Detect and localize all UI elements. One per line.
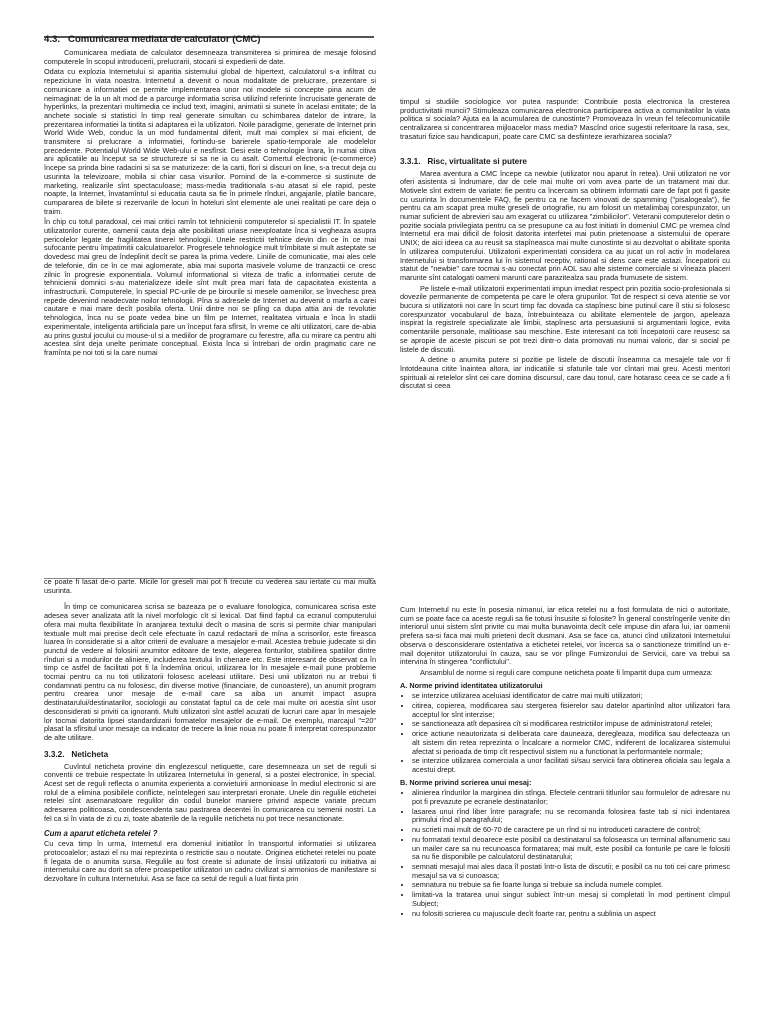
list-item: • nu formatati textul deoarece este posibil ca destinatarul sa foloseasca un terminal alfanumeric sau un mailer care sa nu recunoasca formatarea; mai mult, este posibil ca fonturile pe care le folositi sa nu fie disponibile pe calculatorul destinatarului; <box>412 836 730 862</box>
paragraph: În chip cu totul paradoxal, cei mai critici ramîn tot tehnicienii computerelor si specialistii IT. În spatele utilizatorilor curente, oamenii cauta deja alte posibilitati uriase neexploatate înca si vegheaza asupra pericolelor legate de fragilitatea tinerei tehnologii. Unele restrictii tehnice devin din ce în ce mai sufocante pentru împatimitii calculatoarelor. Progresele tehnologice mult trîmbitate si mult asteptate se dovedesc mai greu de îndeplinit decît se parea la prima vedere. Liniile de comunicatie, mai ales cele de telefonie, din ce în ce mai aglomerate, abia mai suporta masivele volume de tranzactii ce cresc zilnic în progresie exponentiala. Volumul informational si viteza de trafic a informatiei cerute de tehnicienii domnici s-au materializeze ideile sînt mult prea mari fata de capacitatea existenta a infrastructurii. Computerele, în special PC-urile de pe birourile si mesele oamenilor, se învechesc prea repede devenind neadecvate noilor tehnologii. Pîna si adresele de Internet au devenit o marfa a carei cautare e mai mare decît posibila oferta. Unii dintre noi se plîng ca dupa attia ani de revolutie tehnologica, înca nu se poate vedea bine un film pe Internet, realitatea virtuala e înca în stadii experimentale, inteligenta artificiala pare un început fara sfîrsit, în vreme ce alti utilizatori, care de-abia au prins gustul jocului cu mouse-ul si a mediilor de programare cu ferestre, afla cu mirare ca pentru alti acestea sînt deja unelte perimate conceptual. Exista înca si întrebari de ordin pragmatic care ne framînta pe noi toti si la care numai <box>44 217 376 357</box>
list-item: • se interzice utilizarea comerciala a unor facilitati si/sau servicii fara obtinerea oficiala sau legala a acestui drept. <box>412 757 730 774</box>
paragraph: timpul si studiile sociologice vor putea raspunde: Contribuie posta electronica la cresterea productivitatii muncii? Stimuleaza comunicarea electronica participarea activa a comunitatilor la viata politica si sociala? Ajuta ea la acumularea de cunostinte? Promoveaza în vreun fel telecomunicatiile centralizarea si concentrarea mijloacelor mass media? Mascînd orice sugestii referitoare la rasa, sex, trasaturi fizice sau handicapuri, poate care CMC sa desfiinteze ierarhizarea sociala? <box>400 98 730 141</box>
paragraph: ce poate fi lasat de-o parte. Micile lor greseli mai pot fi trecute cu vederea sau iertate cu mai multa usurinta. <box>44 578 376 595</box>
subsection-number: 3.3.2. <box>44 749 65 759</box>
paragraph: Pe listele e-mail utilizatorii experimentati impun imediat respect prin pozitia socio-profesionala si dovezile permanente de competenta pe care le ofera grupurilor. Tot de respect si ceva atentie se vor bucura si utilizatorii noi care în scurt timp fac dovada ca stapînesc bine putinul care îl stiu si folosesc corespunzator vocabularul de baza, întrebuinteaza cu abilitate elementele de jargon, apeleaza inspirat la registrele specializate ale limbii, stapînesc arta persuasiunii si argumentarii logice, evita comentariile personale, malitioase sau meschine. Este interesant ca toti începatorii care reusesc sa se apropie de aceste piscuri se pot trezi dintr-o data promovati nu numai valoric, dar si social pe listele de discutii. <box>400 283 730 354</box>
subsection-title: Risc, virtualitate si putere <box>427 156 527 166</box>
list-item: • nu folositi scrierea cu majuscule decît foarte rar, pentru a sublinia un aspect <box>412 910 730 919</box>
list-item: • limitati-va la tratarea unui singur subiect într-un mesaj si completati în mod pertinent cîmpul Subject; <box>412 891 730 908</box>
paragraph: Marea aventura a CMC începe ca newbie (utilizator nou aparut în retea). Unii utilizatori ne vor oferi asistenta si îndrumare, dar de cele mai multe ori vom avea parte de un tratament mai dur. Motivele sînt extrem de variate: fie pentru ca încercam sa obtinem informatii care de fapt pot fi gasite cu usurinta în documentele FAQ, fie pentru ca ne facem vinovati de spamming ("pisalogeala"), fie pentru ca am scapat prea multe greseli de ortografie, nu am folosit un metalimbaj corespunzator, un numar suficient de abrevieri sau am exagerat cu utilizarea "zimbilicilor". Veteranii computerelor detin o pozitie sociala privilegiata pentru ca se presupune ca au fost initiati în domeniul CMC pe vremea cînd Internetul era mai dificil de folosit datorita interfetei mai putin prietenoase a sistemului de operare UNIX; de aici ideea ca au reusit sa stapîneasca mai multe cunostinte si au dezvoltat o abilitate sporita în utilizarea computerului. Utilizatorii experimentati considera ca au jucat un rol activ în modelarea Internetului si transformarea lui în sistemul receptiv, rational si dens care este astazi. Începatorii cu statut de "newbie" care tocmai s-au conectat prin AOL sau alte sisteme comerciale si vîneaza placeri marunte sînt catalogati oameni marunti care parazitealza sau prada frumusete de sistem. <box>400 168 730 282</box>
list-item: • citirea, copierea, modificarea sau stergerea fisierelor sau datelor apartinînd altor utilizatori fara acceptul lor sînt interzise; <box>412 702 730 719</box>
paragraph: Cuvîntul neticheta provine din englezescul netiquette, care desemneaza un set de reguli si conventii ce trebuie respectate în utilizarea Internetului în general, si a postei electronice, în special. Acest set de reguli reflecta o anumita experienta a convietuirii armonioase în mediul electronic si are rolul de a elimina posibilele conflicte, neîntelegeri sau interpretari eronate. Unele din regulile etichetei retelei sînt asemanatoare regulilor din codul bunelor maniere privind aspecte variate precum adresarea politicoasa, condescendenta sau pastrarea decentei în comunicarea cu semenii nostri. La fel ca si în viata de zi cu zi, toate abaterile de la regulile neticheta nu pot trece nesanctionate. <box>44 761 376 823</box>
list-item: • se sanctioneaza atît depasirea cît si modificarea restrictiilor impuse de administratorul retelei; <box>412 720 730 729</box>
list-item: • se interzice utilizarea aceluiasi identificator de catre mai multi utilizatori; <box>412 692 730 701</box>
paragraph: A detine o anumita putere si pozitie pe listele de discutii înseamna ca mesajele tale vor fi întotdeauna citite înaintea altora, iar indicatiile si sfaturile tale vor cîntari mai greu. Acesti mentori spirituali ai retelelor sînt cei care domina discursul, care dau tonul, care hotarasc ceea ce se cade a fi discutat si ceea <box>400 355 730 391</box>
subsection-heading-331 <box>400 156 730 167</box>
list-item: • semnati mesajul mai ales daca îl postati într-o lista de discutii; e posibil ca nu toti cei care primesc mesajul sa va si cunoasca; <box>412 863 730 880</box>
paragraph: Comunicarea mediata de calculator desemneaza transmiterea si primirea de mesaje folosind computerele în scopul introducerii, prelucrarii, stocarii si expedierii de date. <box>44 48 376 66</box>
group-a-title: A. Norme privind identitatea utilizatorului <box>400 680 543 690</box>
question-heading: Cum a aparut eticheta retelei ? <box>44 828 158 838</box>
bottom-left-column <box>44 578 376 1024</box>
list-item: • semnatura nu trebuie sa fie foarte lunga si trebuie sa includa numele complet. <box>412 881 730 890</box>
group-a-list <box>400 692 730 774</box>
group-b-list <box>400 789 730 918</box>
top-left-column <box>44 34 376 512</box>
group-b-title: B. Norme privind scrierea unui mesaj: <box>400 777 532 787</box>
paragraph: Cum Internetul nu este în posesia nimanui, iar etica retelei nu a fost formulata de nici o autoritate, cum se poate face ca aceste reguli sa fie totusi însusite si folosite? În general constrîngerile venite din interiorul unui sistem sînt privite cu mai multa bunavointa decît cele impuse din afara lui, iar oamenii prefera sa-si faca mai multi prieteni decît dusmani. Asa se face ca, atunci cînd utilizatorii Internetului observa o desconsiderare ostentativa a etichetei retelei, vor încerca sa o sanctioneze trimitînd un e-mail dojenitor utilizatorului în cauza, sau se vor plînge Furnizorului de Servicii, care va trebui sa intervina în stingerea "conflictului". <box>400 606 730 667</box>
subsection-heading-332 <box>44 749 376 760</box>
list-item: • orice actiune neautorizata si deliberata care dauneaza, deregleaza, modifica sau defecteaza un alt sistem din retea reprezinta o încalcare a normelor CMC, indiferent de localizarea sistemului afectat si perioada de timp cît respectivul sistem nu a functionat la performantele normale; <box>412 730 730 756</box>
list-item: • alinierea rîndurilor la marginea din stînga. Efectele centrarii titlurilor sau formulelor de adresare nu pot fi prevazute pe ecranele destinatarilor; <box>412 789 730 806</box>
section-heading <box>44 34 376 46</box>
paragraph: Cu ceva timp în urma, Internetul era domeniul initiatilor în transportul informatiei si utilizarea protocoalelor; astazi el nu mai reprezinta o restrictie sau o noutate. Originea etichetei retelei nu poate fi legata de o anumita sursa. Regulile au fost create si adunate de însisi utilizatorii cu initiativa ai internetului care au dorit sa ofere proaspetilor utilizatori un cadru civilizat si armonios de manifestare si dezvoltare în cultura Internetului. Asa se face ca setul de reguli a luat fiinta prin <box>44 839 376 884</box>
section-title: Comunicarea mediata de calculator (CMC) <box>68 34 261 45</box>
subsection-title: Neticheta <box>71 749 109 759</box>
section-number: 4.3. <box>44 34 61 45</box>
paragraph: Odata cu explozia Internetului si aparitia sistemului global de hipertext, calculatorul s-a infiltrat cu repeziciune în viata noastra. Internetul a devenit o noua modalitate de prelucrare, prezentare si comunicare a informatiei ce permite implementarea unor noi modele si concepte pina acum de neimaginat: de la un alt mod de a parcurge informatia scrisa utilizînd referinte încrucisate generate de hyperlinks, la prezentari multimedia ce includ text, imagini, animatii si sunete în acelasi entitate; de la anchete sociale si statistici în timp real generate simultan cu schimbarea datelor de intrare, la prezentarea informatiei la tintita si adaptarea ei la utilizatori. Noile paradigme, generate de Internet prin World Wide Web, conduc la un mod fundamental diferit, mult mai complex si mai eficient, de transmitere si prelucrare a informatiei, fortindu-se barierele spatio-temporale ale modelelor precedente. Potentialul World Wide Web-ului e nesfîrsit. Desi este o tehnologie înara, în numai citiva ani aplicatiile au început sa se structureze si sa ne ia cu asalt. Comertul electronic (e-commerce) începe sa prinda bine radacini si sa se maturizeze: de la carti, flori si discuri on line, s-a trecut deja cu usurinta la televizoare, mobila si chiar casa visurilor. Pornind de la e-commerce si sustinute de marketing, realizarile sînt spectaculoase; mass-media traditionala s-au atasat si ele rapid, peste noapte, la Internet, învatamîntul si educatia cauta sa fie în primele rînduri, angajarile, platile bancare, cumpararea de bilete si rezervarile de locuri în hoteluri sînt elemente ale unei realitati pe care deja o traim. <box>44 67 376 216</box>
top-right-column <box>400 98 730 526</box>
bottom-right-column <box>400 606 730 1024</box>
list-item: • nu scrieti mai mult de 60-70 de caractere pe un rînd si nu introduceti caractere de control; <box>412 826 730 835</box>
paragraph: În timp ce comunicarea scrisa se bazeaza pe o evaluare fonologica, comunicarea scrisa este adesea sever analizata atît la nivel morfologic cît si lexical. Dat fiind faptul ca ecranul computerului ofera mai multa flexibilitate în aranjarea textului decît o masina de scris si permite chiar manipulari textuale mult mai precise decît cele efectuate în cazul redactarii de mîna a scrisorilor, este fireasca luarea în consideratie si a altor criterii de evaluare a mesajelor e-mail. Acestea trebuie judecate si din punctul de vedere al folosirii anumitor editoare de texte, alegerea fonturilor, stabilirea spatiilor dintre rînduri si a modurilor de aliniere, includerea textului în chenare etc. Este interesant de observat ca în timp ce astfel de facilitati pot fi la îndemîna oricui, utilizarea lor în mesajele e-mail pune probleme tocmai pentru ca nu toti utilizatorii folosesc aceleasi utilitare. Desi unii utilizatori nu ar trebui fi condamnati pentru ca nu folosesc, din diverse motive (financiare, de cunoastere), un anumit program pentru crearea unor mesaje de e-mail care sa aiba un anumit impact asupra destinatarului/destinatarilor, sociologii au constatat faptul ca de cele mai multe ori acestia sînt usor desconsiderati si priviti ca ignoranti. Multi utilizatori sînt astfel acuzati de lucruri care apar în mesajele lor tocmai datorita lipsei standardizarii formatelor mesajelor de e-mail. De exemplu, marcajul "=20" plasat la sfîrsitul unor mesaje ca indicator de trecere la linie noua nu poate fi interpretat corespunzator de alte utilitare. <box>44 602 376 742</box>
list-item: • lasarea unui rînd liber între paragrafe; nu se recomanda folosirea faste tab si nici indentarea primului rînd al paragrafului; <box>412 808 730 825</box>
paragraph: Ansamblul de norme si reguli care compune neticheta poate fi împartit dupa cum urmeaza: <box>420 667 713 677</box>
subsection-number: 3.3.1. <box>400 156 421 166</box>
